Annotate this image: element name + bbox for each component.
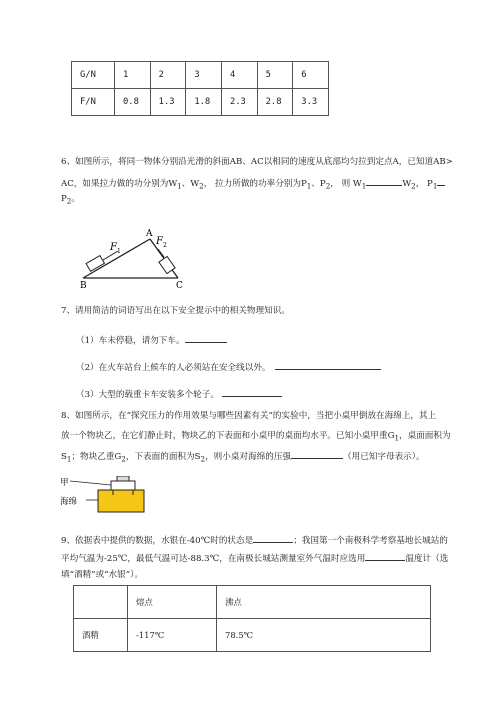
q8-line1: 8、如图所示，在“探究压力的作用效果与哪些因素有关”的实验中，当把小桌甲倒放在海绵上，其上 — [61, 411, 437, 421]
label-F1: F — [110, 242, 117, 253]
table-cell: 4 — [221, 62, 257, 89]
sponge-diagram — [60, 476, 150, 516]
table-cell — [74, 586, 128, 619]
q7-item-1: （1）车未停稳，请勿下车。 — [76, 333, 227, 347]
table-cell: 5 — [257, 62, 293, 89]
table-row — [74, 619, 431, 652]
table-row — [74, 586, 431, 619]
label-jia: 甲 — [60, 478, 69, 488]
table-cell: G/N — [72, 62, 115, 89]
q6-line1: 6、如图所示，将同一物体分别沿光滑的斜面AB、AC以相同的速度从底部均匀拉到定点A，已知道AB> — [61, 157, 453, 167]
sponge — [98, 490, 144, 512]
answer-blank[interactable] — [275, 360, 381, 370]
label-F2-sub: 2 — [163, 242, 167, 249]
q6-line3: $P_2$。 — [61, 194, 80, 206]
answer-blank[interactable] — [291, 449, 343, 459]
label-A: A — [146, 229, 153, 239]
label-F1-sub: 1 — [117, 248, 121, 255]
melting-boiling-table — [73, 585, 431, 652]
table-cell: 78.5℃ — [217, 619, 431, 652]
answer-blank[interactable] — [253, 533, 293, 543]
q8-line2: 放一个物块乙，在它们静止时，物块乙的下表面和小桌甲的桌面均水平。已知小桌甲重$G_1$，桌面面积为 — [61, 431, 451, 443]
block-yi — [117, 476, 129, 481]
table-row — [72, 89, 329, 116]
block-left — [86, 256, 104, 272]
answer-blank[interactable] — [437, 176, 445, 186]
answer-blank[interactable] — [222, 387, 282, 397]
table-cell: 1 — [115, 62, 151, 89]
answer-blank[interactable] — [365, 551, 405, 561]
table-cell: 6 — [293, 62, 329, 89]
small-table-jia — [111, 481, 135, 490]
answer-blank[interactable] — [185, 333, 227, 343]
table-cell: 1.3 — [150, 89, 186, 116]
q9-line3: 填“酒精”或“水银”）。 — [61, 570, 144, 580]
table-row — [72, 62, 329, 89]
table-cell: 1.8 — [186, 89, 222, 116]
q7-item-2: （2）在火车站台上候车的人必须站在安全线以外。 — [76, 360, 381, 374]
table-cell: 3.3 — [293, 89, 329, 116]
gf-table — [71, 61, 329, 116]
table-cell: 3 — [186, 62, 222, 89]
force-arrow-2 — [158, 249, 164, 257]
table-cell: 2.3 — [221, 89, 257, 116]
table-cell: 沸点 — [217, 586, 431, 619]
table-cell: -117℃ — [128, 619, 217, 652]
label-C: C — [176, 281, 183, 290]
table-cell: 0.8 — [115, 89, 151, 116]
answer-blank[interactable] — [366, 176, 402, 186]
q7-item-3: （3）大型的载重卡车安装多个轮子。 — [76, 387, 282, 401]
q7-title: 7、请用简洁的词语写出在以下安全提示中的相关物理知识。 — [61, 306, 290, 316]
label-B: B — [80, 281, 87, 290]
incline-diagram — [78, 226, 188, 290]
q6-line2: AC，如果拉力做的功分别为$W_1$、$W_2$， 拉力所做的功率分别为$P_1$、$P_2$， 则 $W_1$ $W_2$， $P_1$ — [61, 176, 445, 193]
table-cell: 酒精 — [74, 619, 128, 652]
table-cell: 2 — [150, 62, 186, 89]
label-sponge: 海绵 — [60, 497, 78, 507]
q9-line2: 平均气温为-25℃，最低气温可达-88.3℃，在南极长城站测量室外气温时应选用 温度计（选 — [61, 551, 448, 565]
q9-line1: 9、依据表中提供的数据，水银在-40℃时的状态是 ；我国第一个南极科学考察基地长城站的 — [61, 533, 448, 547]
table-cell: F/N — [72, 89, 115, 116]
table-cell: 2.8 — [257, 89, 293, 116]
table-cell: 熔点 — [128, 586, 217, 619]
q8-line3: $S_1$；物块乙重$G_2$，下表面的面积为$S_2$，则小桌对海绵的压强 （用已知字母表示）。 — [61, 449, 425, 466]
leader-line-jia — [70, 481, 111, 485]
label-F2: F — [156, 236, 163, 247]
